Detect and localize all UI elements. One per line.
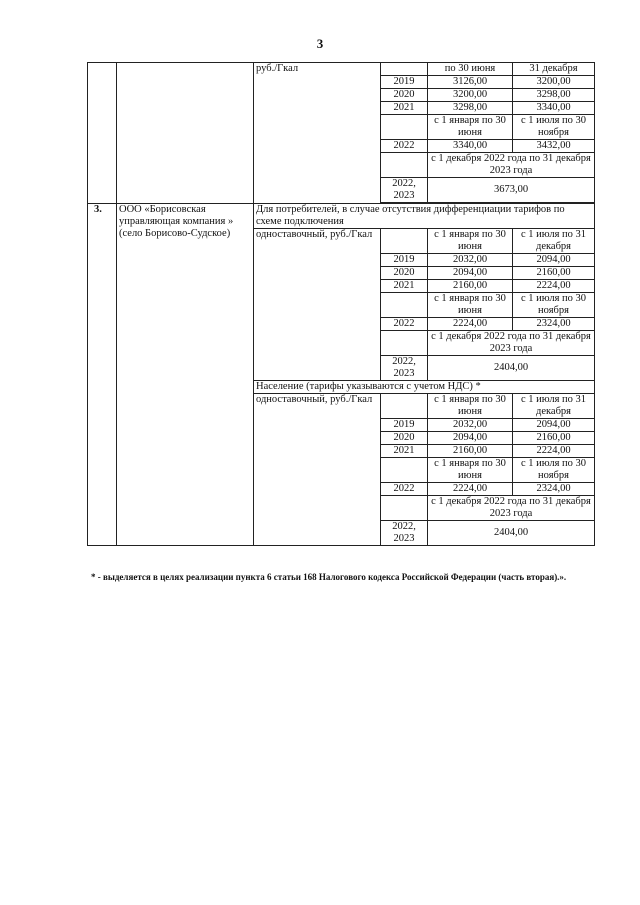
tariff-value: 2032,00 (428, 254, 513, 267)
period-header: с 1 декабря 2022 года по 31 декабря 2023 года (428, 331, 595, 356)
tariff-value: 2404,00 (428, 521, 595, 546)
year-cell (381, 293, 428, 318)
tariff-value: 2160,00 (513, 432, 595, 445)
tariff-value: 3298,00 (513, 89, 595, 102)
year-cell: 2021 (381, 445, 428, 458)
period-header: с 1 июля по 30 ноября (513, 458, 595, 483)
period-header: с 1 января по 30 июня (428, 229, 513, 254)
footnote: * - выделяется в целях реализации пункта 6 статьи 168 Налогового кодекса Российской Федерации (часть вторая).». (91, 572, 567, 582)
tariff-value: 2032,00 (428, 419, 513, 432)
tariff-value: 2094,00 (428, 432, 513, 445)
year-cell: 2021 (381, 102, 428, 115)
year-cell: 2022 (381, 483, 428, 496)
period-header: с 1 июля по 31 декабря (513, 394, 595, 419)
tariff-value: 3298,00 (428, 102, 513, 115)
year-cell: 2022, 2023 (381, 178, 428, 203)
tariff-value: 2324,00 (513, 483, 595, 496)
tariff-value: 2094,00 (428, 267, 513, 280)
year-cell (381, 63, 428, 76)
tariff-value: 3340,00 (513, 102, 595, 115)
tariff-value: 2160,00 (513, 267, 595, 280)
tariff-value: 2094,00 (513, 419, 595, 432)
year-cell (381, 331, 428, 356)
organization-cell: ООО «Борисовская управляющая компания » (село Борисово-Судское) (117, 204, 254, 546)
tariff-value: 2224,00 (428, 318, 513, 331)
year-cell (381, 394, 428, 419)
year-cell: 2022 (381, 318, 428, 331)
period-header: с 1 января по 30 июня (428, 394, 513, 419)
period-header: с 1 июля по 31 декабря (513, 229, 595, 254)
tariff-table (87, 62, 595, 546)
year-cell: 2022 (381, 140, 428, 153)
year-cell: 2020 (381, 432, 428, 445)
tariff-type-cell: одноставочный, руб./Гкал (254, 394, 381, 546)
year-cell (381, 153, 428, 178)
period-header: с 1 июля по 30 ноября (513, 293, 595, 318)
year-cell: 2020 (381, 89, 428, 102)
period-header: с 1 января по 30 июня (428, 458, 513, 483)
tariff-value: 3126,00 (428, 76, 513, 89)
tariff-value: 2224,00 (513, 445, 595, 458)
period-header: с 1 июля по 30 ноября (513, 115, 595, 140)
period-header: с 1 декабря 2022 года по 31 декабря 2023 года (428, 153, 595, 178)
half1-header: по 30 июня (428, 63, 513, 76)
tariff-type-cell: руб./Гкал (254, 63, 381, 204)
tariff-value: 2224,00 (513, 280, 595, 293)
row-number-cell (88, 63, 117, 204)
year-cell: 2021 (381, 280, 428, 293)
group-header: Население (тарифы указываются с учетом НДС) * (254, 381, 595, 394)
year-cell: 2022, 2023 (381, 356, 428, 381)
year-cell: 2019 (381, 76, 428, 89)
tariff-value: 3340,00 (428, 140, 513, 153)
period-header: с 1 декабря 2022 года по 31 декабря 2023 года (428, 496, 595, 521)
tariff-value: 2324,00 (513, 318, 595, 331)
period-header: с 1 января по 30 июня (428, 293, 513, 318)
tariff-value: 2094,00 (513, 254, 595, 267)
tariff-value: 2224,00 (428, 483, 513, 496)
tariff-value: 2160,00 (428, 280, 513, 293)
tariff-value: 3200,00 (513, 76, 595, 89)
group-header: Для потребителей, в случае отсутствия дифференциации тарифов по схеме подключения (254, 204, 595, 229)
year-cell: 2022, 2023 (381, 521, 428, 546)
page-number: 3 (316, 36, 324, 51)
row-number-cell: 3. (88, 204, 117, 546)
year-cell (381, 115, 428, 140)
year-cell (381, 458, 428, 483)
tariff-type-cell: одноставочный, руб./Гкал (254, 229, 381, 381)
tariff-value: 3673,00 (428, 178, 595, 203)
year-cell: 2019 (381, 419, 428, 432)
tariff-value: 2160,00 (428, 445, 513, 458)
period-header: с 1 января по 30 июня (428, 115, 513, 140)
organization-cell (117, 63, 254, 204)
year-cell (381, 496, 428, 521)
year-cell (381, 229, 428, 254)
year-cell: 2020 (381, 267, 428, 280)
year-cell: 2019 (381, 254, 428, 267)
tariff-value: 3200,00 (428, 89, 513, 102)
tariff-value: 3432,00 (513, 140, 595, 153)
half2-header: 31 декабря (513, 63, 595, 76)
tariff-value: 2404,00 (428, 356, 595, 381)
